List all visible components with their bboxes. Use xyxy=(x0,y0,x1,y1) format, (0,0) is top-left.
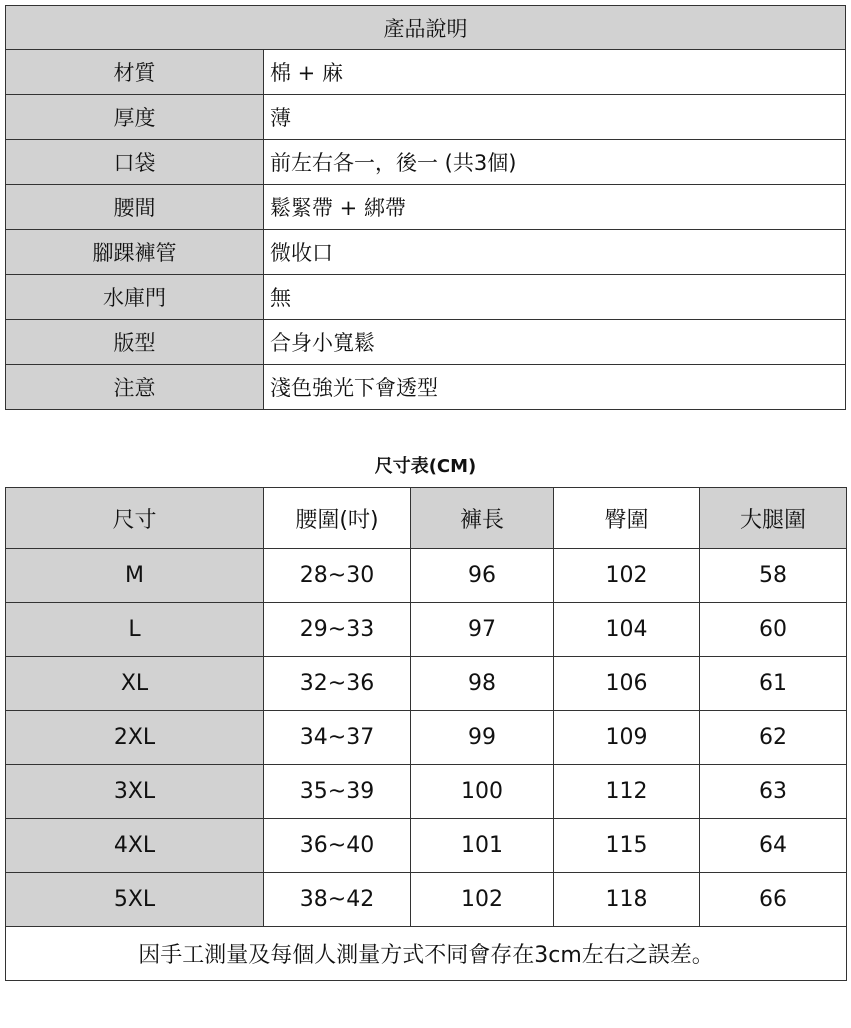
table-cell: 28~30 xyxy=(264,549,411,603)
product-info-label: 腳踝褲管 xyxy=(6,230,264,275)
table-cell: 99 xyxy=(411,711,554,765)
product-info-value: 無 xyxy=(264,275,846,320)
table-cell: 34~37 xyxy=(264,711,411,765)
table-cell: 102 xyxy=(554,549,700,603)
size-chart-title: 尺寸表(CM) xyxy=(374,456,477,477)
size-label-cell: 4XL xyxy=(6,819,264,873)
product-info-label: 材質 xyxy=(6,50,264,95)
size-chart-table xyxy=(5,487,847,981)
table-cell: 98 xyxy=(411,657,554,711)
table-row xyxy=(6,549,847,603)
table-cell: 60 xyxy=(700,603,847,657)
table-cell: 118 xyxy=(554,873,700,927)
size-label-cell: 5XL xyxy=(6,873,264,927)
table-cell: 100 xyxy=(411,765,554,819)
column-header-length: 褲長 xyxy=(411,488,554,549)
table-cell: 38~42 xyxy=(264,873,411,927)
table-cell: 106 xyxy=(554,657,700,711)
product-info-row-fit xyxy=(6,320,846,365)
product-info-label: 口袋 xyxy=(6,140,264,185)
table-cell: 104 xyxy=(554,603,700,657)
table-cell: 58 xyxy=(700,549,847,603)
table-cell: 62 xyxy=(700,711,847,765)
product-info-header-row xyxy=(6,6,846,50)
product-info-value: 淺色強光下會透型 xyxy=(264,365,846,410)
table-row xyxy=(6,765,847,819)
table-cell: 102 xyxy=(411,873,554,927)
product-info-row-hem xyxy=(6,230,846,275)
product-info-table xyxy=(5,5,846,410)
column-header-hip: 臀圍 xyxy=(554,488,700,549)
size-chart-header-row xyxy=(6,488,847,549)
table-cell: 101 xyxy=(411,819,554,873)
size-chart-note-row xyxy=(6,927,847,981)
product-info-row-waist xyxy=(6,185,846,230)
size-label-cell: 3XL xyxy=(6,765,264,819)
table-cell: 64 xyxy=(700,819,847,873)
product-info-row-material xyxy=(6,50,846,95)
product-info-title: 產品說明 xyxy=(6,6,846,50)
size-label-cell: XL xyxy=(6,657,264,711)
product-info-row-thickness xyxy=(6,95,846,140)
size-label-cell: 2XL xyxy=(6,711,264,765)
product-info-label: 厚度 xyxy=(6,95,264,140)
table-row xyxy=(6,657,847,711)
table-row xyxy=(6,873,847,927)
table-row xyxy=(6,711,847,765)
product-info-label: 腰間 xyxy=(6,185,264,230)
table-cell: 66 xyxy=(700,873,847,927)
table-cell: 29~33 xyxy=(264,603,411,657)
product-info-value: 前左右各一，後一 (共3個) xyxy=(264,140,846,185)
product-info-value: 棉 + 麻 xyxy=(264,50,846,95)
product-info-value: 合身小寬鬆 xyxy=(264,320,846,365)
size-label-cell: L xyxy=(6,603,264,657)
table-cell: 35~39 xyxy=(264,765,411,819)
product-info-row-pockets xyxy=(6,140,846,185)
table-cell: 109 xyxy=(554,711,700,765)
column-header-size: 尺寸 xyxy=(6,488,264,549)
column-header-waist: 腰圍(吋) xyxy=(264,488,411,549)
table-cell: 32~36 xyxy=(264,657,411,711)
table-row xyxy=(6,819,847,873)
product-info-label: 版型 xyxy=(6,320,264,365)
table-cell: 63 xyxy=(700,765,847,819)
product-info-label: 水庫門 xyxy=(6,275,264,320)
table-cell: 112 xyxy=(554,765,700,819)
table-cell: 97 xyxy=(411,603,554,657)
product-info-value: 薄 xyxy=(264,95,846,140)
table-cell: 96 xyxy=(411,549,554,603)
table-cell: 36~40 xyxy=(264,819,411,873)
product-info-label: 注意 xyxy=(6,365,264,410)
product-info-value: 微收口 xyxy=(264,230,846,275)
product-info-value: 鬆緊帶 + 綁帶 xyxy=(264,185,846,230)
table-row xyxy=(6,603,847,657)
table-cell: 115 xyxy=(554,819,700,873)
size-label-cell: M xyxy=(6,549,264,603)
measurement-note: 因手工測量及每個人測量方式不同會存在3cm左右之誤差。 xyxy=(6,927,847,981)
table-cell: 61 xyxy=(700,657,847,711)
column-header-thigh: 大腿圍 xyxy=(700,488,847,549)
product-info-row-note xyxy=(6,365,846,410)
product-info-row-fly xyxy=(6,275,846,320)
